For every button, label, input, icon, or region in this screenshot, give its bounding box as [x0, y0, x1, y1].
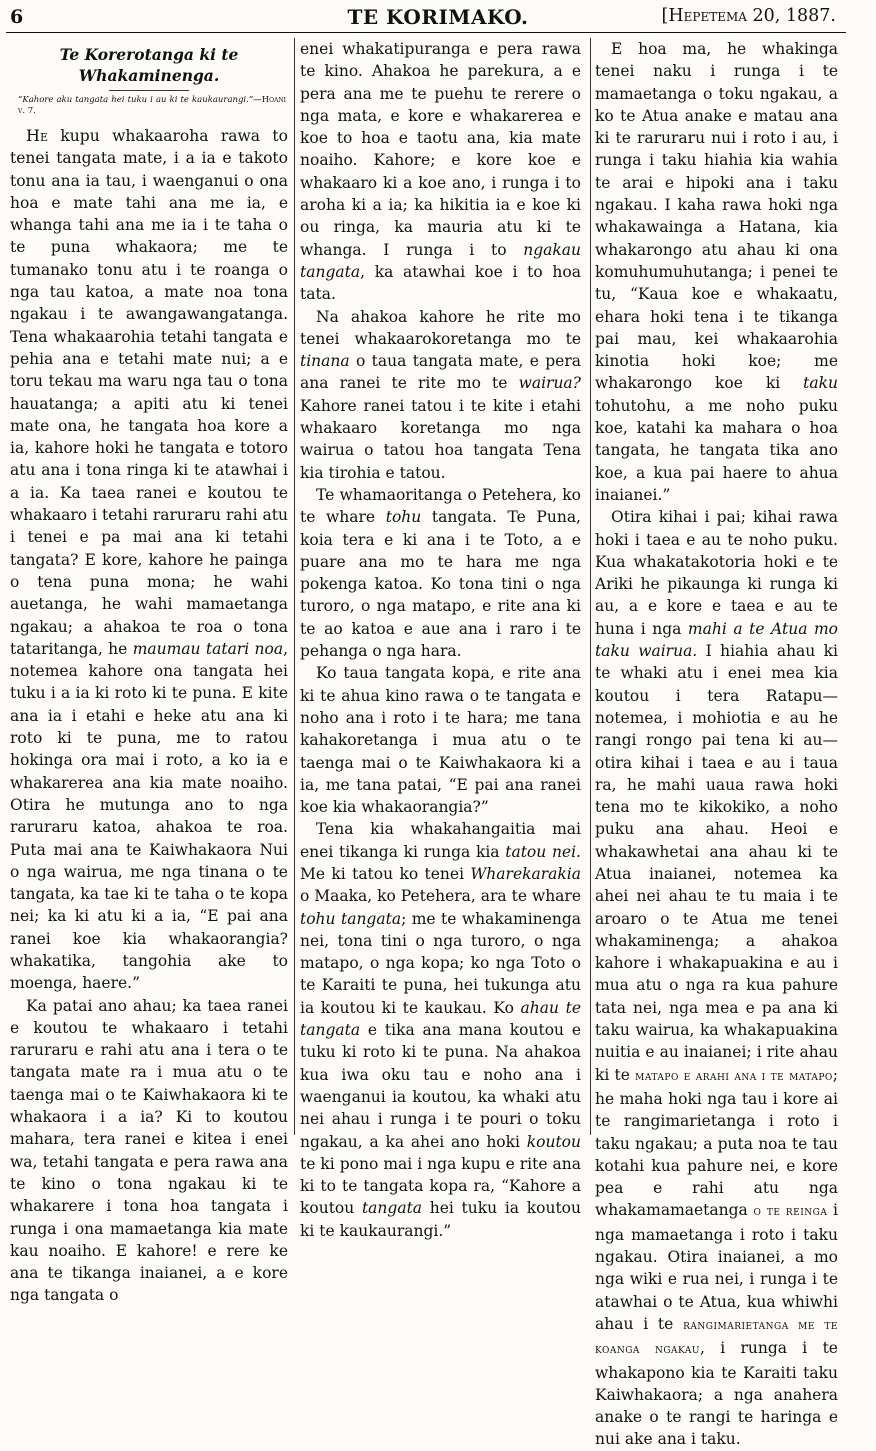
- paragraph: Ka patai ano ahau; ka taea ranei e koutou te whakaaro i tetahi raruraru e rahi atu ana i tera o te tangata mate ra i mua atu o te taenga mai o te Kaiwhakaora ki te whakaora i a ia? Ki to koutou mahara, tera ranei e kitea i enei wa, tetahi tangata e pera rawa ana te kino o tona ngakau ki te whakarere i tona hoa tangata i runga i ona mamaetanga kia mate kau noaiho. E kahore! e rere ke ana te tikanga inaianei, a e kore nga tangata o: [10, 996, 288, 1305]
- paragraph: E hoa ma, he whakinga tenei naku i runga i te mamaetanga o toku ngakau, a ko te Atua anake e matau ana ki te raruraru nui i roto i au, i runga i taku hiahia kia wahia te arai e hipoki ana i taku ngakau. I kaha rawa hoki nga whakawainga a Hatana, kia whakarongo atu ahau ki ona komuhumuhutanga; i penei te tu, “Kaua koe e whakaatu, ehara hoki tena i te tikanga pai mau, kei whakaarohia kinotia hoki koe; me whakarongo koe ki taku tohutohu, a me noho puku koe, katahi ka mahara o hoa tangata, he tangata tika ano koe, a kua pai haere to ahua inaianei.”: [595, 40, 838, 504]
- issue-date: [Hepetema 20, 1887.: [661, 6, 836, 26]
- paragraph: Tena kia whakahangaitia mai enei tikanga ki runga kia tatou nei. Me ki tatou ko tenei Wharekarakia o Maaka, ko Petehera, ara te whare tohu tangata; me te whakaminenga nei, tona tini o nga turoro, o nga matapo, o nga kopa; ko nga Toto o te Karaiti te puna, hei tukunga atu ia koutou ki te kaukau. Ko ahau te tangata e tika ana mana koutou e tuku ki roto ki te puna. Na ahakoa kua iwa oku tau e noho ana i waenganui ia koutou, ka whaki atu nei ahau i runga i te pouri o toku ngakau, a ka ahei ano hoki koutou te ki pono mai i nga kupu e rite ana ki to te tangata kopa ra, “Kahore a koutou tangata hei tuku ia koutou ki te kaukaurangi.”: [300, 820, 581, 1240]
- column-3: [595, 38, 838, 1451]
- column-2: [300, 38, 581, 1242]
- page-number: 6: [10, 6, 24, 28]
- title-rule: [109, 90, 189, 91]
- paragraph: He kupu whakaaroha rawa to tenei tangata mate, i a ia e takoto tonu ana ia tau, i waenganui o ona hoa e mate tahi ana me ia, e whanga tahi ana me ia i te taha o te puna whakaora; me te tumanako tonu atu i te roanga o nga tau katoa, a mate noa tona ngakau i te awangawangatanga. Tena whakaarohia tetahi tangata e pehia ana e tetahi mate nui; a e toru tekau ma waru nga tau o tona hauatanga; a apiti atu ki tenei mate ona, he tangata hoa kore a ia, kahore hoki he tangata e totoro atu ana i tona ringa ki te atawhai i a ia. Ka taea ranei e koutou te whakaaro i tetahi raruraru rahi atu i tenei e pa mai ana ki tetahi tangata? E kore, kahore he painga o tena puna mona; he wahi auetanga, he wahi mamaetanga ngakau; a ahakoa te roa o tona tataritanga, he maumau tatari noa, notemea kahore ona tangata hei tuku i a ia ki roto ki te puna. E kite ana ia i etahi e heke atu ana ki roto ki te puna, me to ratou hokinga ora mai i roto, a ko ia e whakarerea ana kia mate noaiho. Otira he mutunga ano to nga raruraru katoa, ahakoa te roa. Puta mai ana te Kaiwhakaora Nui o nga wairua, me nga tinana o te tangata, ka tae ki te taha o te kopa nei; ka ki atu ki a ia, “E pai ana ranei koe kia whakaorangia? whakatika, tangohia ake to moenga, haere.”: [10, 126, 289, 993]
- paragraph: enei whakatipuranga e pera rawa te kino. Ahakoa he parekura, a e pera ana me te puehu te rerere o nga mata, e kore e whakarerea e koe to hoa e taotu ana, kia mate noaiho. Kahore; e kore koe e whakaaro ki a koe ano, i runga i to aroha ki a ia; ka hikitia ia e koe ki ou ringa, ka mauria atu ki te whanga. I runga i to ngakau tangata, ka atawhai koe i to hoa tata.: [300, 40, 581, 304]
- header-rule: [6, 32, 846, 33]
- article-title: Te Korerotanga ki te Whakaminenga.: [59, 45, 239, 85]
- paragraph: Te whamaoritanga o Petehera, ko te whare tohu tangata. Te Puna, koia tera e ki ana i te Toto, a e puare ana mo te hara me nga pokenga katoa. Ko tona tini o nga turoro, o nga matapo, e rite ana ki te ao katoa e aue ana i raro i te pehanga o nga hara.: [300, 485, 581, 661]
- masthead-title: TE KORIMAKO.: [347, 5, 529, 29]
- column-divider: [590, 38, 591, 1135]
- page-header: [4, 2, 872, 28]
- column-divider: [294, 38, 295, 1135]
- column-1: [10, 38, 288, 1307]
- paragraph: Na ahakoa kahore he rite mo tenei whakaarokoretanga mo te tinana o taua tangata mate, e pera ana ranei te rite mo te wairua? Kahore ranei tatou i te kite i etahi whakaaro koretanga mo nga wairua o tatou hoa tangata Tena kia tirohia e tatou.: [300, 307, 581, 482]
- paragraph: Otira kihai i pai; kihai rawa hoki i taea e au te noho puku. Kua whakatakotoria hoki e te Ariki he pikaunga ki runga ki au, a e kore e taea e au te huna i nga mahi a te Atua mo taku wairua. I hiahia ahau ki te whaki atu i enei mea kia koutou i tera Ratapu—notemea, i mohiotia e au he rangi rongo pai tena ki au—otira kihai i taea e au i taua ra, he mahi uaua rawa hoki tena mo te kikokiko, a noho puku ana ahau. Heoi e whakawhetai ana ahau ki te Atua inaianei, notemea ka ahei nei ahau te tu maia i te aroaro o te Atua me tenei whakaminenga; a ahakoa kahore i whakapuakina e au i mua atu o nga ra kua pahure tata nei, nga mea e pa ana ki taku wairua, ka whakapuakina nuitia e au inaianei; i rite ahau ki te matapo e arahi ana i te matapo; he maha hoki nga tau i kore ai te rangimarietanga i roto i taku ngakau; a puta noa te tau kotahi kua pahure nei, e kore pea e rahi atu nga whakamamaetanga o te reinga i nga mamaetanga i roto i taku ngakau. Otira inaianei, a mo nga wiki e rua nei, i runga i te atawhai o te Atua, kua whiwhi ahau i te rangimarietanga me te koanga ngakau, i runga i te whakapono kia te Karaiti taku Kaiwhakaora; a nga anahera anake o te rangi te haringa e nui ake ana i taku.: [595, 508, 839, 1449]
- paragraph: Ko taua tangata kopa, e rite ana ki te ahua kino rawa o te tangata e noho ana i roto i te hara; me tana kahakoretanga i mua atu o te taenga mai o te Kaiwhakaora ki a ia, me tana patai, “E pai ana ranei koe kia whakaorangia?”: [300, 664, 581, 817]
- epigraph: “Kahore aku tangata hei tuku i au ki te kaukaurangi.”—Hoani v. 7.: [18, 95, 286, 116]
